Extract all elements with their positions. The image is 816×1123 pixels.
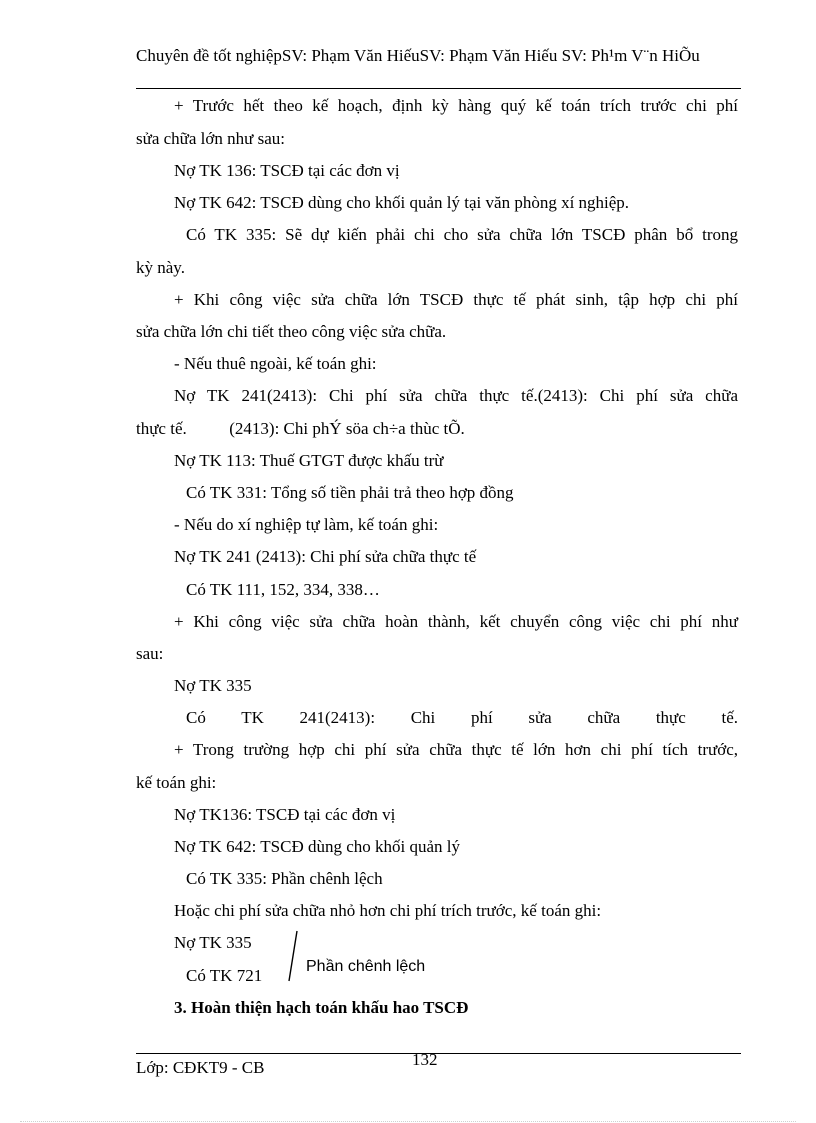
paragraph-line: - Nếu do xí nghiệp tự làm, kế toán ghi:	[174, 515, 439, 534]
entry-line: Nợ TK 241(2413): Chi phí sửa chữa thực tế.(2413): Chi phí sửa chữa	[174, 386, 738, 405]
entry-line: Có TK 721	[186, 966, 263, 985]
entry-line: Có TK 335: Sẽ dự kiến phải chi cho sửa chữa lớn TSCĐ phân bổ trong	[186, 225, 738, 244]
paragraph-line: Hoặc chi phí sửa chữa nhỏ hơn chi phí trích trước, kế toán ghi:	[174, 901, 602, 920]
paragraph-line: + Trong trường hợp chi phí sửa chữa thực tế lớn hơn chi phí tích trước,	[174, 740, 738, 759]
footer-rule	[136, 1053, 741, 1054]
entry-line: Nợ TK136: TSCĐ tại các đơn vị	[174, 805, 396, 824]
page-edge-divider	[20, 1121, 796, 1122]
entry-line: Nợ TK 241 (2413): Chi phí sửa chữa thực tế	[174, 547, 477, 566]
entry-line: Nợ TK 113: Thuế GTGT được khấu trừ	[174, 451, 444, 470]
paragraph-line: + Trước hết theo kế hoạch, định kỳ hàng quý kế toán trích trước chi phí	[174, 96, 738, 115]
entry-line: Có TK 111, 152, 334, 338…	[186, 580, 380, 599]
entry-line: Có TK 331: Tổng số tiền phải trả theo hợp đồng	[186, 483, 514, 502]
page-number: 132	[412, 1050, 438, 1069]
paragraph-line: sửa chữa lớn như sau:	[136, 129, 285, 148]
paragraph-line: + Khi công việc sửa chữa hoàn thành, kết chuyển công việc chi phí như	[174, 612, 738, 631]
entry-line: Có TK 335: Phần chênh lệch	[186, 869, 383, 888]
entry-line: Nợ TK 642: TSCĐ dùng cho khối quản lý	[174, 837, 461, 856]
difference-note: Phần chênh lệch	[306, 958, 426, 975]
bracket-slash	[287, 930, 299, 982]
entry-line: Nợ TK 642: TSCĐ dùng cho khối quản lý tại văn phòng xí nghiệp.	[174, 193, 630, 212]
paragraph-line: sửa chữa lớn chi tiết theo công việc sửa chữa.	[136, 322, 447, 341]
running-header: Chuyên đề tốt nghiệpSV: Phạm Văn HiếuSV: Phạm Văn Hiếu SV: Ph¹m V¨n HiÕu	[136, 46, 700, 65]
paragraph-line: + Khi công việc sửa chữa lớn TSCĐ thực tế phát sinh, tập hợp chi phí	[174, 290, 738, 309]
paragraph-line: - Nếu thuê ngoài, kế toán ghi:	[174, 354, 377, 373]
paragraph-line: kỳ này.	[136, 258, 185, 277]
entry-line: Nợ TK 335	[174, 676, 252, 695]
entry-line: thực tế. (2413): Chi phÝ söa ch÷a thùc tÕ.	[136, 419, 465, 438]
entry-line: Nợ TK 335	[174, 933, 252, 952]
paragraph-line: kế toán ghi:	[136, 773, 217, 792]
paragraph-line: sau:	[136, 644, 164, 663]
section-heading: 3. Hoàn thiện hạch toán khấu hao TSCĐ	[174, 998, 469, 1017]
header-rule	[136, 88, 741, 89]
entry-line: Nợ TK 136: TSCĐ tại các đơn vị	[174, 161, 400, 180]
footer-class-label: Lớp: CĐKT9 - CB	[136, 1058, 265, 1077]
entry-line: Có TK 241(2413): Chi phí sửa chữa thực tế.	[186, 708, 738, 727]
